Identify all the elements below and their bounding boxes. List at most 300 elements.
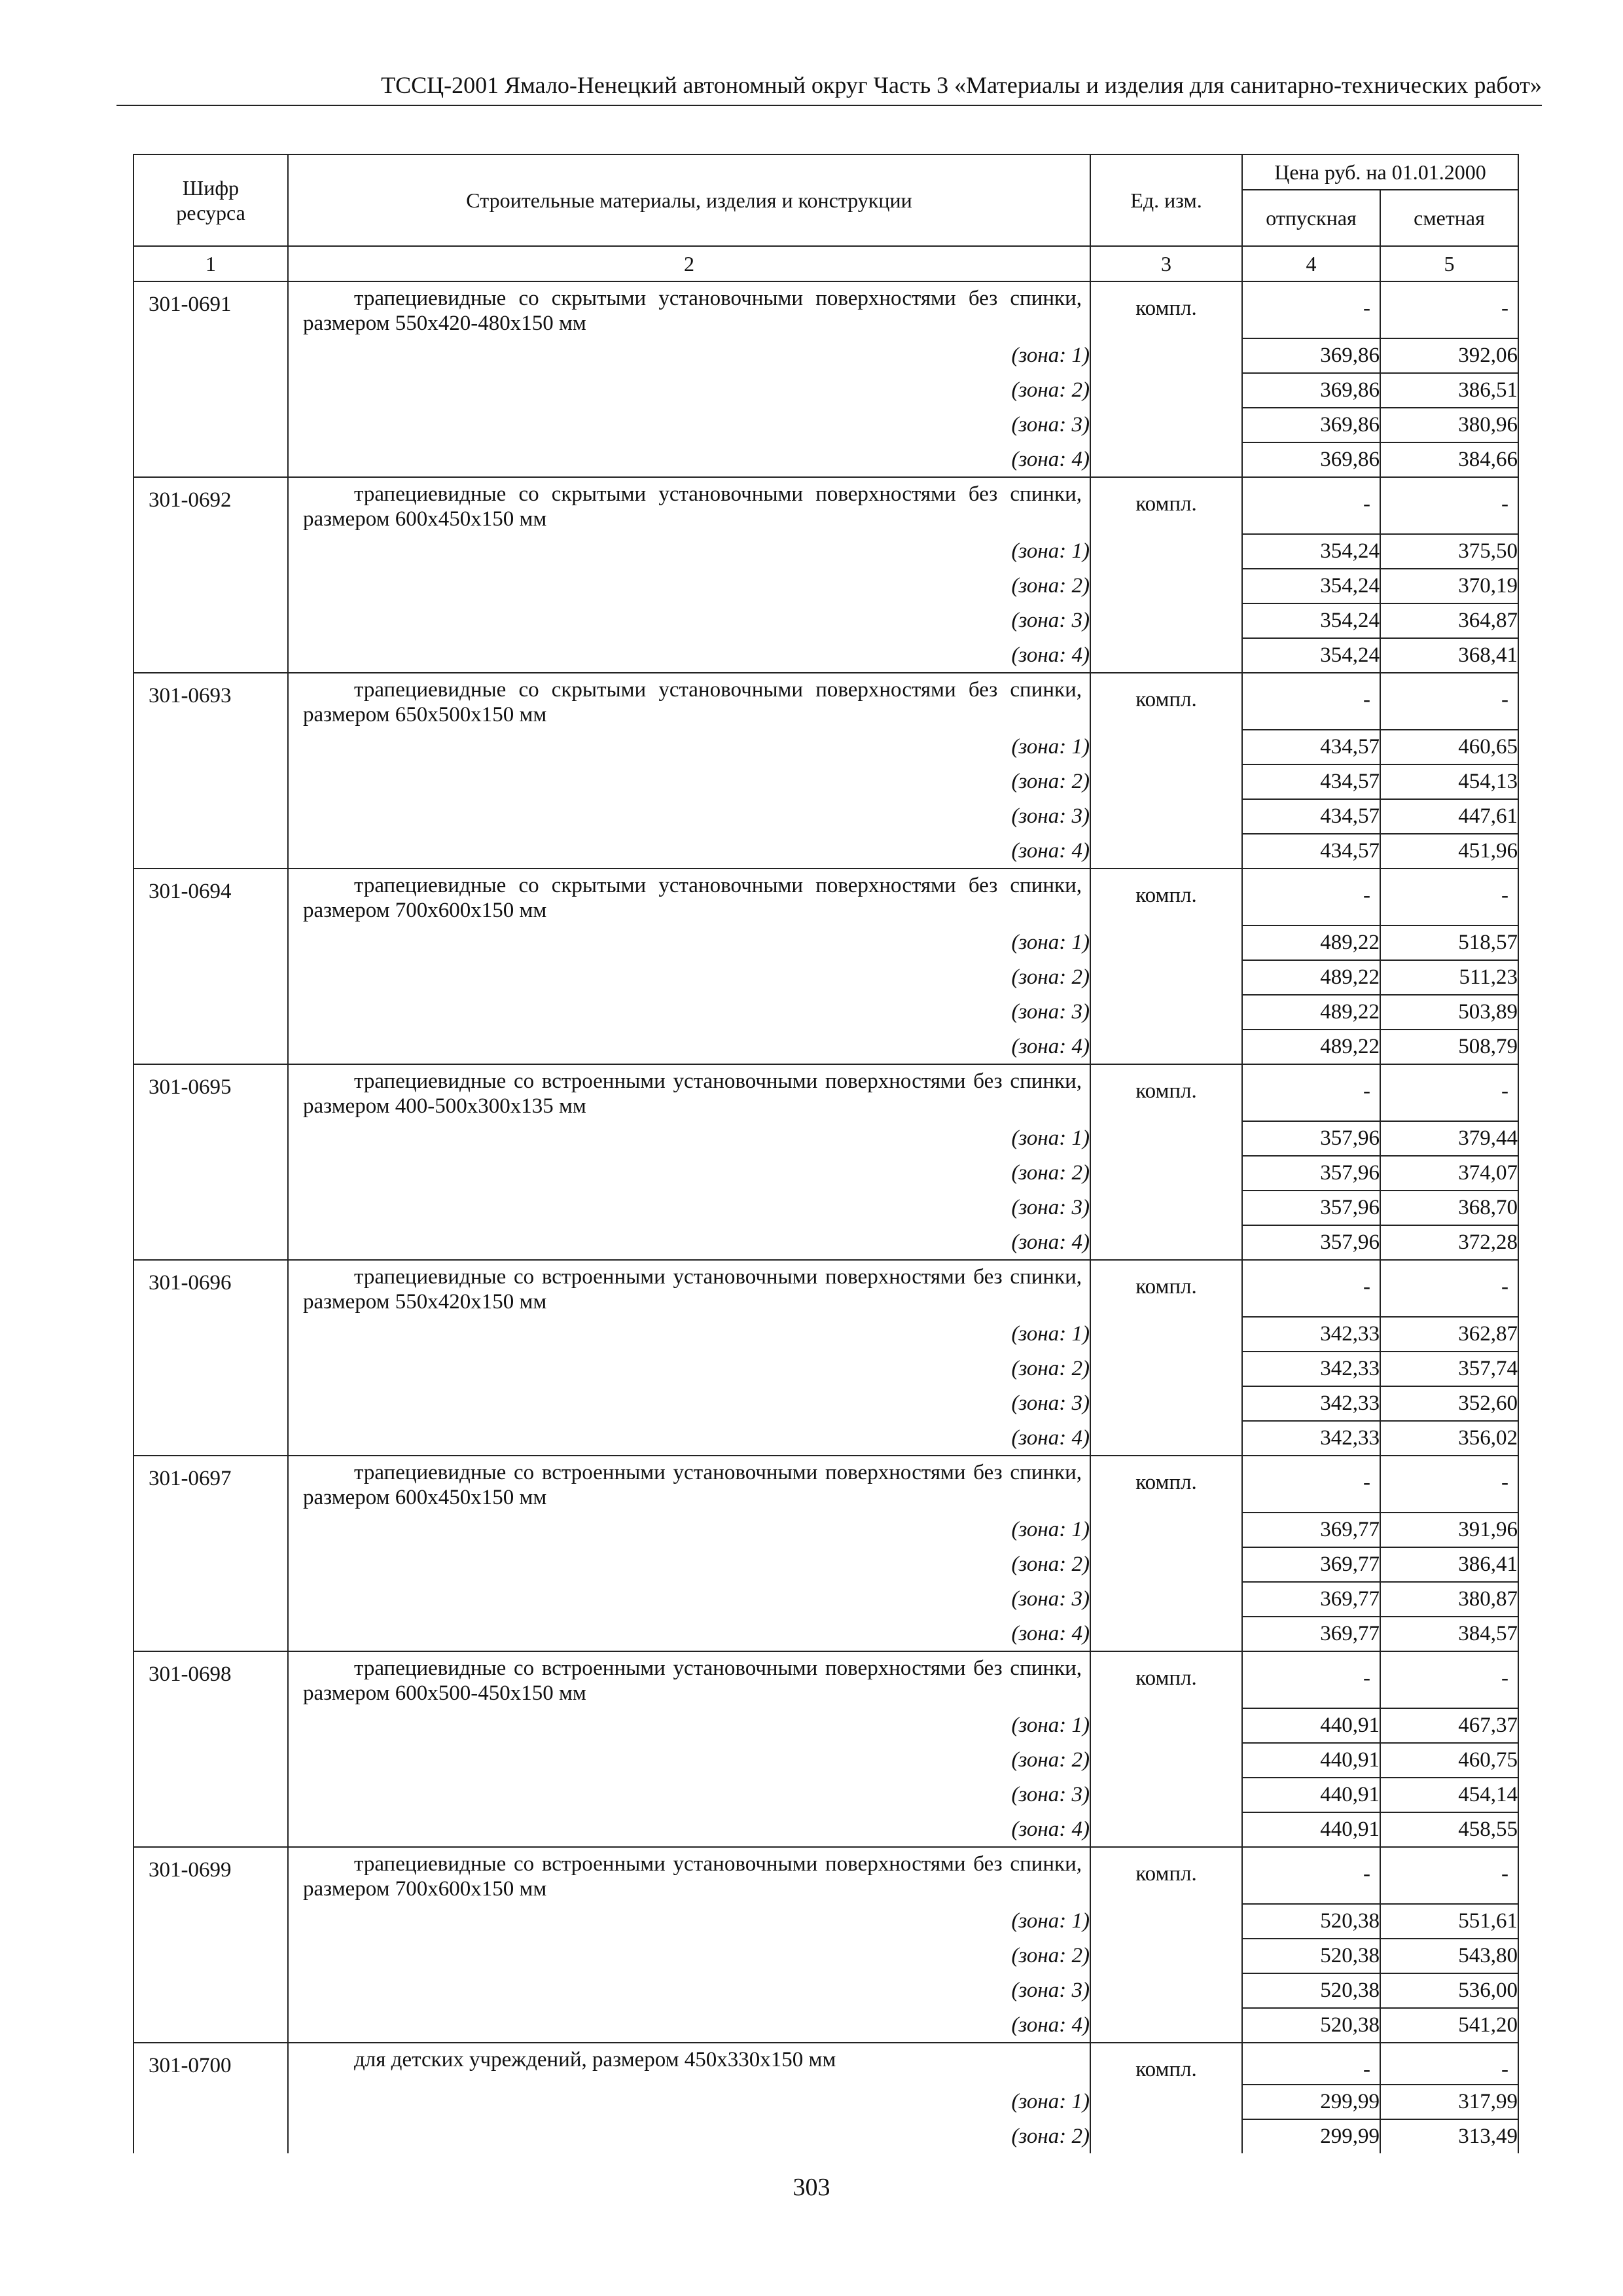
zone-estimate-price: 467,37	[1380, 1708, 1518, 1743]
zone-release-price: 434,57	[1242, 834, 1380, 869]
estimate-price: -	[1501, 492, 1508, 516]
header-code: Шифр ресурса	[134, 154, 288, 246]
empty-cell	[134, 338, 288, 373]
empty-cell	[1090, 799, 1242, 834]
empty-cell	[1090, 1191, 1242, 1225]
zone-label: (зона: 2)	[288, 1547, 1090, 1582]
resource-code: 301-0699	[134, 1847, 288, 1904]
empty-cell	[1090, 603, 1242, 638]
zone-row	[134, 1421, 1518, 1456]
empty-cell	[134, 1547, 288, 1582]
estimate-price: -	[1501, 688, 1508, 711]
empty-cell	[1090, 638, 1242, 673]
empty-cell	[134, 1904, 288, 1939]
empty-cell	[134, 569, 288, 603]
zone-label: (зона: 3)	[288, 1386, 1090, 1421]
zone-label: (зона: 3)	[288, 1191, 1090, 1225]
zone-release-price: 440,91	[1242, 1743, 1380, 1778]
release-price: -	[1363, 1079, 1370, 1103]
column-number: 3	[1090, 246, 1242, 281]
column-number: 1	[134, 246, 288, 281]
unit: компл.	[1135, 688, 1197, 711]
empty-cell	[1090, 534, 1242, 569]
empty-cell	[1090, 1156, 1242, 1191]
release-price-cell	[1242, 1064, 1380, 1121]
estimate-price-cell	[1380, 1651, 1518, 1708]
empty-cell	[134, 1743, 288, 1778]
empty-cell	[1090, 995, 1242, 1030]
empty-cell	[1090, 442, 1242, 477]
zone-row	[134, 442, 1518, 477]
zone-release-price: 520,38	[1242, 1939, 1380, 1973]
item-description: трапециевидные со встроенными установочными поверхностями без спинки, размером 550х420х150 мм	[303, 1265, 1082, 1314]
unit: компл.	[1135, 1862, 1197, 1886]
zone-release-price: 520,38	[1242, 1904, 1380, 1939]
zone-row	[134, 2119, 1518, 2153]
empty-cell	[134, 764, 288, 799]
empty-cell	[134, 2119, 288, 2153]
zone-estimate-price: 317,99	[1380, 2085, 1518, 2119]
page-number: 303	[793, 2174, 830, 2201]
header-rule	[116, 105, 1542, 106]
estimate-price-cell	[1380, 2043, 1518, 2085]
resource-code: 301-0694	[134, 869, 288, 925]
zone-release-price: 299,99	[1242, 2119, 1380, 2153]
empty-cell	[1090, 925, 1242, 960]
empty-cell	[134, 603, 288, 638]
zone-row	[134, 1121, 1518, 1156]
zone-release-price: 369,77	[1242, 1582, 1380, 1617]
item-row	[134, 869, 1518, 925]
unit-cell	[1090, 1651, 1242, 1708]
zone-label: (зона: 4)	[288, 1421, 1090, 1456]
item-description: для детских учреждений, размером 450х330х150 мм	[354, 2048, 836, 2072]
empty-cell	[134, 1973, 288, 2008]
item-description-cell	[288, 477, 1090, 534]
zone-row	[134, 1030, 1518, 1064]
unit: компл.	[1135, 492, 1197, 516]
zone-label: (зона: 2)	[288, 764, 1090, 799]
zone-release-price: 354,24	[1242, 603, 1380, 638]
item-description: трапециевидные со скрытыми установочными поверхностями без спинки, размером 550х420-480х150 мм	[303, 287, 1082, 335]
running-header: ТССЦ-2001 Ямало-Ненецкий автономный округ Часть 3 «Материалы и изделия для санитарно-технических работ»	[381, 72, 1542, 98]
unit-cell	[1090, 1847, 1242, 1904]
zone-estimate-price: 543,80	[1380, 1939, 1518, 1973]
column-number: 2	[288, 246, 1090, 281]
estimate-price-cell	[1380, 673, 1518, 730]
zone-estimate-price: 357,74	[1380, 1352, 1518, 1386]
empty-cell	[1090, 1030, 1242, 1064]
empty-cell	[1090, 2085, 1242, 2119]
item-description: трапециевидные со встроенными установочными поверхностями без спинки, размером 400-500х300х135 мм	[303, 1069, 1082, 1118]
zone-row	[134, 1547, 1518, 1582]
estimate-price-cell	[1380, 869, 1518, 925]
column-number: 5	[1380, 246, 1518, 281]
zone-label: (зона: 4)	[288, 834, 1090, 869]
empty-cell	[1090, 730, 1242, 764]
column-number: 4	[1242, 246, 1380, 281]
zone-row	[134, 1743, 1518, 1778]
empty-cell	[1090, 569, 1242, 603]
zone-estimate-price: 374,07	[1380, 1156, 1518, 1191]
empty-cell	[134, 1778, 288, 1812]
header-unit: Ед. изм.	[1090, 154, 1242, 246]
resource-code: 301-0697	[134, 1456, 288, 1513]
item-description: трапециевидные со встроенными установочными поверхностями без спинки, размером 600х450х150 мм	[303, 1461, 1082, 1509]
zone-label: (зона: 3)	[288, 995, 1090, 1030]
release-price: -	[1363, 1275, 1370, 1299]
zone-estimate-price: 541,20	[1380, 2008, 1518, 2043]
unit-cell	[1090, 673, 1242, 730]
release-price-cell	[1242, 1651, 1380, 1708]
zone-estimate-price: 536,00	[1380, 1973, 1518, 2008]
item-row	[134, 1064, 1518, 1121]
zone-row	[134, 1904, 1518, 1939]
item-row	[134, 477, 1518, 534]
estimate-price: -	[1501, 1471, 1508, 1494]
unit: компл.	[1135, 1471, 1197, 1494]
empty-cell	[1090, 960, 1242, 995]
zone-row	[134, 408, 1518, 442]
item-row	[134, 1260, 1518, 1317]
release-price-cell	[1242, 869, 1380, 925]
empty-cell	[1090, 1386, 1242, 1421]
zone-label: (зона: 3)	[288, 1582, 1090, 1617]
empty-cell	[134, 1156, 288, 1191]
zone-release-price: 357,96	[1242, 1225, 1380, 1260]
empty-cell	[134, 1812, 288, 1847]
unit: компл.	[1135, 1275, 1197, 1299]
zone-estimate-price: 370,19	[1380, 569, 1518, 603]
release-price-cell	[1242, 281, 1380, 338]
zone-label: (зона: 4)	[288, 442, 1090, 477]
empty-cell	[1090, 1939, 1242, 1973]
empty-cell	[134, 730, 288, 764]
item-description-cell	[288, 869, 1090, 925]
zone-estimate-price: 454,14	[1380, 1778, 1518, 1812]
zone-row	[134, 834, 1518, 869]
empty-cell	[1090, 2119, 1242, 2153]
zone-row	[134, 1225, 1518, 1260]
zone-label: (зона: 4)	[288, 1030, 1090, 1064]
empty-cell	[1090, 373, 1242, 408]
zone-label: (зона: 1)	[288, 925, 1090, 960]
zone-row	[134, 764, 1518, 799]
release-price: -	[1363, 492, 1370, 516]
release-price: -	[1363, 884, 1370, 907]
zone-label: (зона: 1)	[288, 534, 1090, 569]
zone-release-price: 489,22	[1242, 995, 1380, 1030]
zone-estimate-price: 379,44	[1380, 1121, 1518, 1156]
item-description-cell	[288, 1260, 1090, 1317]
item-row	[134, 1847, 1518, 1904]
zone-row	[134, 799, 1518, 834]
zone-row	[134, 1778, 1518, 1812]
zone-estimate-price: 386,41	[1380, 1547, 1518, 1582]
zone-row	[134, 2008, 1518, 2043]
zone-label: (зона: 1)	[288, 1317, 1090, 1352]
empty-cell	[134, 1939, 288, 1973]
zone-release-price: 354,24	[1242, 638, 1380, 673]
zone-row	[134, 1708, 1518, 1743]
empty-cell	[134, 638, 288, 673]
empty-cell	[1090, 1513, 1242, 1547]
zone-estimate-price: 380,87	[1380, 1582, 1518, 1617]
zone-release-price: 440,91	[1242, 1778, 1380, 1812]
zone-label: (зона: 2)	[288, 960, 1090, 995]
zone-release-price: 369,86	[1242, 338, 1380, 373]
zone-release-price: 369,86	[1242, 373, 1380, 408]
zone-release-price: 440,91	[1242, 1708, 1380, 1743]
zone-row	[134, 925, 1518, 960]
zone-label: (зона: 1)	[288, 1121, 1090, 1156]
zone-release-price: 369,77	[1242, 1547, 1380, 1582]
zone-row	[134, 338, 1518, 373]
resource-code: 301-0698	[134, 1651, 288, 1708]
empty-cell	[134, 995, 288, 1030]
zone-estimate-price: 386,51	[1380, 373, 1518, 408]
zone-release-price: 434,57	[1242, 799, 1380, 834]
unit: компл.	[1135, 1079, 1197, 1103]
item-description-cell	[288, 673, 1090, 730]
item-description-cell	[288, 2043, 1090, 2085]
empty-cell	[134, 799, 288, 834]
release-price: -	[1363, 1471, 1370, 1494]
zone-release-price: 342,33	[1242, 1352, 1380, 1386]
zone-label: (зона: 3)	[288, 1973, 1090, 2008]
zone-estimate-price: 551,61	[1380, 1904, 1518, 1939]
zone-release-price: 357,96	[1242, 1121, 1380, 1156]
zone-label: (зона: 3)	[288, 799, 1090, 834]
unit-cell	[1090, 281, 1242, 338]
zone-label: (зона: 1)	[288, 730, 1090, 764]
zone-estimate-price: 313,49	[1380, 2119, 1518, 2153]
empty-cell	[1090, 1708, 1242, 1743]
empty-cell	[134, 1317, 288, 1352]
zone-release-price: 357,96	[1242, 1156, 1380, 1191]
empty-cell	[1090, 1225, 1242, 1260]
zone-release-price: 357,96	[1242, 1191, 1380, 1225]
empty-cell	[1090, 1904, 1242, 1939]
zone-estimate-price: 368,41	[1380, 638, 1518, 673]
empty-cell	[134, 1582, 288, 1617]
zone-row	[134, 1582, 1518, 1617]
zone-estimate-price: 375,50	[1380, 534, 1518, 569]
zone-estimate-price: 447,61	[1380, 799, 1518, 834]
zone-row	[134, 373, 1518, 408]
empty-cell	[1090, 1582, 1242, 1617]
release-price-cell	[1242, 1260, 1380, 1317]
empty-cell	[134, 1513, 288, 1547]
zone-estimate-price: 368,70	[1380, 1191, 1518, 1225]
zone-label: (зона: 2)	[288, 569, 1090, 603]
empty-cell	[1090, 338, 1242, 373]
resource-code: 301-0700	[134, 2043, 288, 2085]
item-description-cell	[288, 1651, 1090, 1708]
zone-row	[134, 995, 1518, 1030]
zone-row	[134, 730, 1518, 764]
item-description-cell	[288, 1456, 1090, 1513]
release-price-cell	[1242, 1847, 1380, 1904]
empty-cell	[1090, 1121, 1242, 1156]
resource-code: 301-0692	[134, 477, 288, 534]
zone-row	[134, 569, 1518, 603]
item-description-cell	[288, 1064, 1090, 1121]
empty-cell	[134, 373, 288, 408]
header-release: отпускная	[1242, 190, 1380, 246]
zone-label: (зона: 4)	[288, 2008, 1090, 2043]
zone-estimate-price: 391,96	[1380, 1513, 1518, 1547]
zone-label: (зона: 1)	[288, 1513, 1090, 1547]
release-price: -	[1363, 296, 1370, 320]
empty-cell	[1090, 1812, 1242, 1847]
zone-row	[134, 638, 1518, 673]
empty-cell	[1090, 1617, 1242, 1651]
zone-estimate-price: 356,02	[1380, 1421, 1518, 1456]
empty-cell	[134, 1421, 288, 1456]
item-description-cell	[288, 281, 1090, 338]
zone-release-price: 520,38	[1242, 1973, 1380, 2008]
zone-estimate-price: 454,13	[1380, 764, 1518, 799]
item-row	[134, 2043, 1518, 2085]
empty-cell	[1090, 1973, 1242, 2008]
zone-label: (зона: 2)	[288, 373, 1090, 408]
zone-label: (зона: 2)	[288, 1352, 1090, 1386]
zone-label: (зона: 3)	[288, 1778, 1090, 1812]
zone-estimate-price: 364,87	[1380, 603, 1518, 638]
unit: компл.	[1135, 2058, 1197, 2081]
zone-label: (зона: 2)	[288, 1156, 1090, 1191]
empty-cell	[134, 1386, 288, 1421]
zone-release-price: 369,77	[1242, 1617, 1380, 1651]
zone-estimate-price: 384,57	[1380, 1617, 1518, 1651]
estimate-price-cell	[1380, 1847, 1518, 1904]
zone-estimate-price: 362,87	[1380, 1317, 1518, 1352]
zone-label: (зона: 2)	[288, 2119, 1090, 2153]
zone-release-price: 354,24	[1242, 569, 1380, 603]
empty-cell	[134, 925, 288, 960]
resource-code: 301-0696	[134, 1260, 288, 1317]
zone-release-price: 342,33	[1242, 1317, 1380, 1352]
zone-row	[134, 1191, 1518, 1225]
zone-row	[134, 1352, 1518, 1386]
item-description: трапециевидные со скрытыми установочными поверхностями без спинки, размером 600х450х150 мм	[303, 482, 1082, 531]
table-body	[134, 281, 1518, 2153]
resource-code: 301-0695	[134, 1064, 288, 1121]
zone-release-price: 434,57	[1242, 730, 1380, 764]
zone-label: (зона: 3)	[288, 603, 1090, 638]
zone-estimate-price: 451,96	[1380, 834, 1518, 869]
release-price-cell	[1242, 1456, 1380, 1513]
zone-label: (зона: 1)	[288, 2085, 1090, 2119]
item-description: трапециевидные со встроенными установочными поверхностями без спинки, размером 600х500-450х150 мм	[303, 1657, 1082, 1705]
zone-label: (зона: 4)	[288, 1617, 1090, 1651]
zone-label: (зона: 4)	[288, 1812, 1090, 1847]
empty-cell	[134, 2085, 288, 2119]
zone-row	[134, 1812, 1518, 1847]
zone-estimate-price: 372,28	[1380, 1225, 1518, 1260]
item-row	[134, 281, 1518, 338]
header-name: Строительные материалы, изделия и конструкции	[288, 154, 1090, 246]
zone-row	[134, 603, 1518, 638]
empty-cell	[1090, 1352, 1242, 1386]
zone-estimate-price: 460,65	[1380, 730, 1518, 764]
zone-estimate-price: 503,89	[1380, 995, 1518, 1030]
item-row	[134, 673, 1518, 730]
zone-row	[134, 1317, 1518, 1352]
empty-cell	[1090, 1317, 1242, 1352]
zone-row	[134, 2085, 1518, 2119]
unit-cell	[1090, 2043, 1242, 2085]
item-description-cell	[288, 1847, 1090, 1904]
empty-cell	[1090, 1743, 1242, 1778]
zone-release-price: 369,86	[1242, 442, 1380, 477]
empty-cell	[1090, 834, 1242, 869]
zone-row	[134, 1939, 1518, 1973]
estimate-price-cell	[1380, 281, 1518, 338]
estimate-price: -	[1501, 1666, 1508, 1690]
zone-label: (зона: 4)	[288, 638, 1090, 673]
empty-cell	[134, 1617, 288, 1651]
empty-cell	[134, 2008, 288, 2043]
empty-cell	[1090, 764, 1242, 799]
estimate-price: -	[1501, 884, 1508, 907]
zone-row	[134, 960, 1518, 995]
zone-label: (зона: 4)	[288, 1225, 1090, 1260]
estimate-price: -	[1501, 1275, 1508, 1299]
zone-row	[134, 1973, 1518, 2008]
item-row	[134, 1456, 1518, 1513]
zone-release-price: 299,99	[1242, 2085, 1380, 2119]
zone-row	[134, 534, 1518, 569]
unit-cell	[1090, 477, 1242, 534]
empty-cell	[134, 1030, 288, 1064]
empty-cell	[134, 534, 288, 569]
release-price: -	[1363, 1862, 1370, 1886]
zone-release-price: 342,33	[1242, 1386, 1380, 1421]
estimate-price: -	[1501, 1079, 1508, 1103]
release-price-cell	[1242, 673, 1380, 730]
item-description: трапециевидные со встроенными установочными поверхностями без спинки, размером 700х600х150 мм	[303, 1852, 1082, 1901]
zone-label: (зона: 2)	[288, 1939, 1090, 1973]
header-estimate: сметная	[1380, 190, 1518, 246]
estimate-price-cell	[1380, 1064, 1518, 1121]
resource-code: 301-0693	[134, 673, 288, 730]
unit-cell	[1090, 869, 1242, 925]
release-price-cell	[1242, 477, 1380, 534]
empty-cell	[1090, 2008, 1242, 2043]
zone-release-price: 520,38	[1242, 2008, 1380, 2043]
resource-code: 301-0691	[134, 281, 288, 338]
estimate-price-cell	[1380, 1456, 1518, 1513]
empty-cell	[1090, 1421, 1242, 1456]
zone-release-price: 489,22	[1242, 925, 1380, 960]
zone-estimate-price: 380,96	[1380, 408, 1518, 442]
unit-cell	[1090, 1456, 1242, 1513]
zone-row	[134, 1617, 1518, 1651]
zone-label: (зона: 1)	[288, 338, 1090, 373]
empty-cell	[134, 834, 288, 869]
release-price-cell	[1242, 2043, 1380, 2085]
release-price: -	[1363, 2058, 1370, 2081]
empty-cell	[1090, 1547, 1242, 1582]
estimate-price-cell	[1380, 477, 1518, 534]
zone-label: (зона: 2)	[288, 1743, 1090, 1778]
zone-release-price: 440,91	[1242, 1812, 1380, 1847]
release-price: -	[1363, 1666, 1370, 1690]
unit-cell	[1090, 1064, 1242, 1121]
zone-release-price: 369,77	[1242, 1513, 1380, 1547]
